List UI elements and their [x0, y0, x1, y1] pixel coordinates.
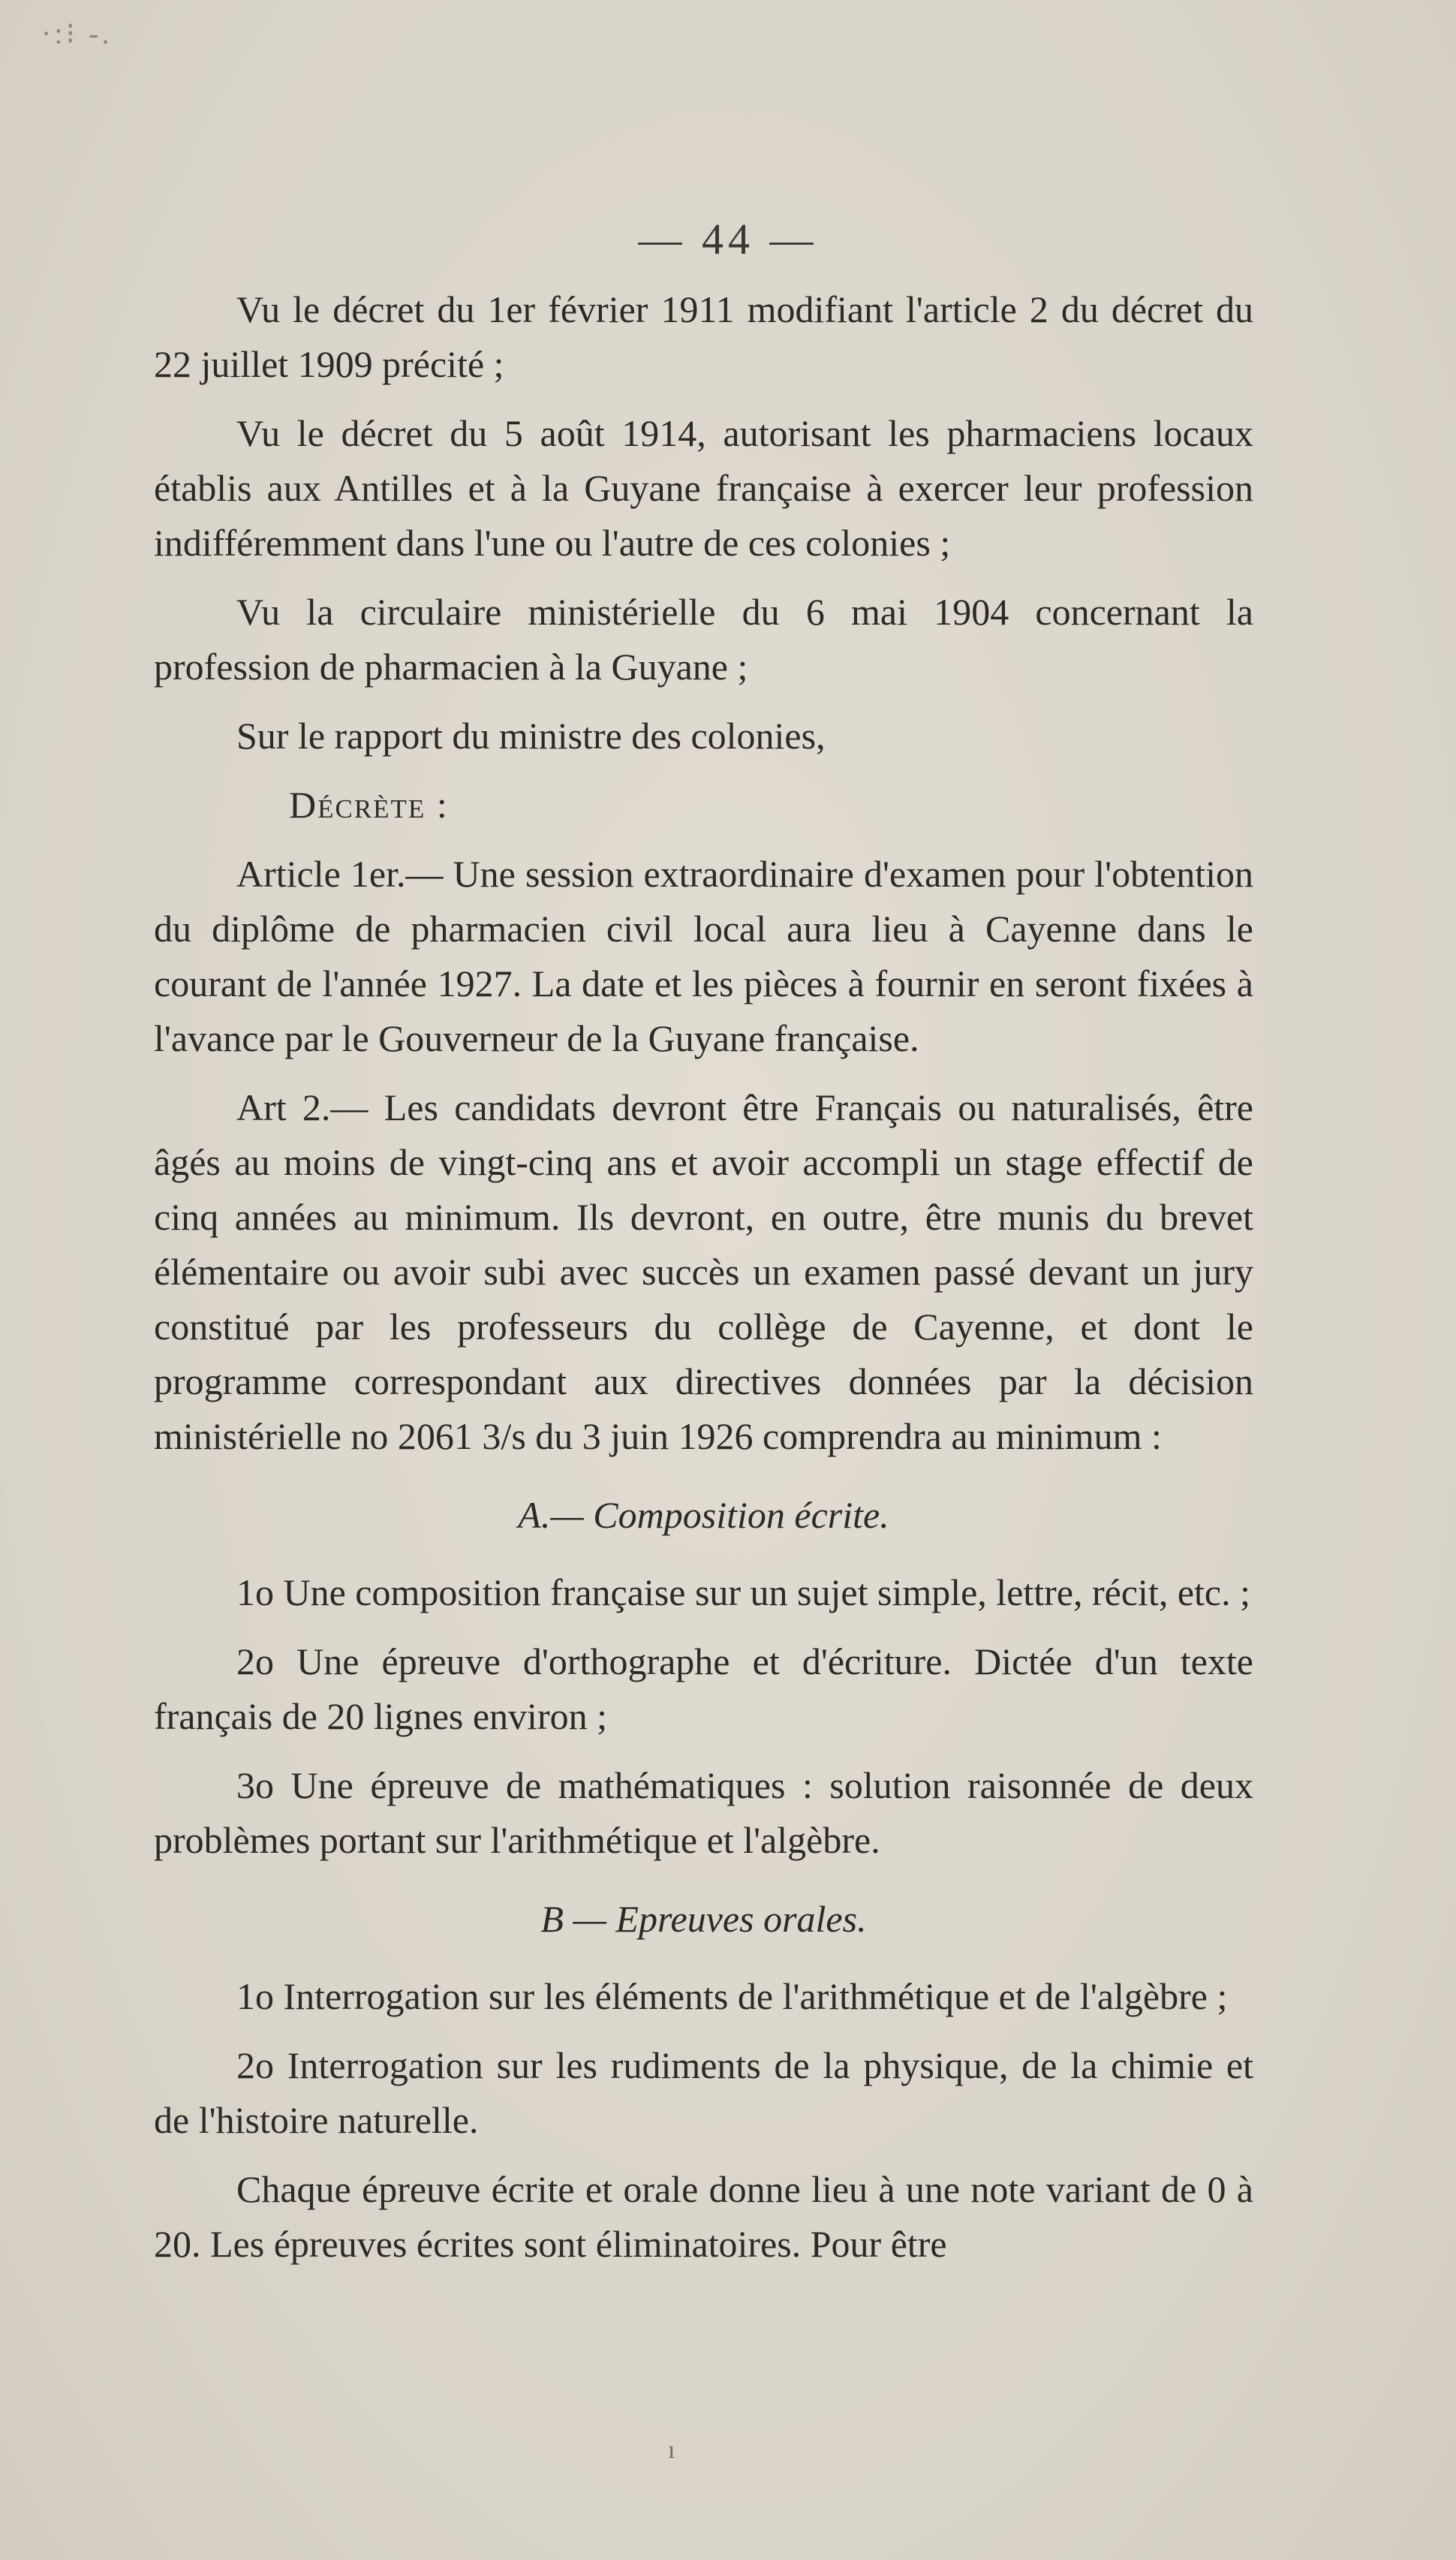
- section-a-item-2: 2o Une épreuve d'orthographe et d'écriture. Dictée d'un texte français de 20 lignes environ ;: [154, 1640, 1253, 1737]
- document-body: [154, 282, 1253, 2286]
- section-b-title: B — Epreuves orales.: [540, 1898, 867, 1940]
- paragraph-report: Sur le rapport du ministre des colonies,: [236, 715, 826, 757]
- page-number: — 44 —: [638, 215, 818, 264]
- article-1: Article 1er.— Une session extraordinaire d'examen pour l'obtention du diplôme de pharmacien civil local aura lieu à Cayenne dans le courant de l'année 1927. La date et les pièces à fournir en seront fixées à l'avance par le Gouverneur de la Guyane française.: [154, 853, 1253, 1059]
- bottom-ink-mark: ı: [668, 2436, 675, 2464]
- paragraph-decree-1911: Vu le décret du 1er février 1911 modifiant l'article 2 du décret du 22 juillet 1909 précité ;: [154, 288, 1253, 385]
- decrete-heading: Décrète :: [289, 784, 449, 826]
- paragraph-decree-1914: Vu le décret du 5 août 1914, autorisant les pharmaciens locaux établis aux Antilles et à la Guyane française à exercer leur profession indifféremment dans l'une ou l'autre de ces colonies ;: [154, 412, 1253, 564]
- paragraph-circular-1904: Vu la circulaire ministérielle du 6 mai 1904 concernant la profession de pharmacien à la Guyane ;: [154, 591, 1253, 688]
- section-a-title: A.— Composition écrite.: [518, 1494, 889, 1536]
- section-b-item-1: 1o Interrogation sur les éléments de l'arithmétique et de l'algèbre ;: [236, 1975, 1228, 2017]
- article-2: Art 2.— Les candidats devront être Français ou naturalisés, être âgés au moins de vingt-cinq ans et avoir accompli un stage effectif de cinq années au minimum. Ils devront, en outre, être munis du brevet élémentaire ou avoir subi avec succès un examen passé devant un jury constitué par les professeurs du collège de Cayenne, et dont le programme correspondant aux directives données par la décision ministérielle no 2061 3/s du 3 juin 1926 comprendra au minimum :: [154, 1086, 1253, 1457]
- section-a-item-1: 1o Une composition française sur un sujet simple, lettre, récit, etc. ;: [236, 1571, 1251, 1613]
- section-b-closing: Chaque épreuve écrite et orale donne lieu à une note variant de 0 à 20. Les épreuves écrites sont éliminatoires. Pour être: [154, 2168, 1253, 2265]
- margin-ink-marks: ·:⁝ -.: [41, 17, 113, 50]
- section-b-item-2: 2o Interrogation sur les rudiments de la physique, de la chimie et de l'histoire naturelle.: [154, 2044, 1253, 2141]
- section-a-item-3: 3o Une épreuve de mathématiques : solution raisonnée de deux problèmes portant sur l'arithmétique et l'algèbre.: [154, 1764, 1253, 1861]
